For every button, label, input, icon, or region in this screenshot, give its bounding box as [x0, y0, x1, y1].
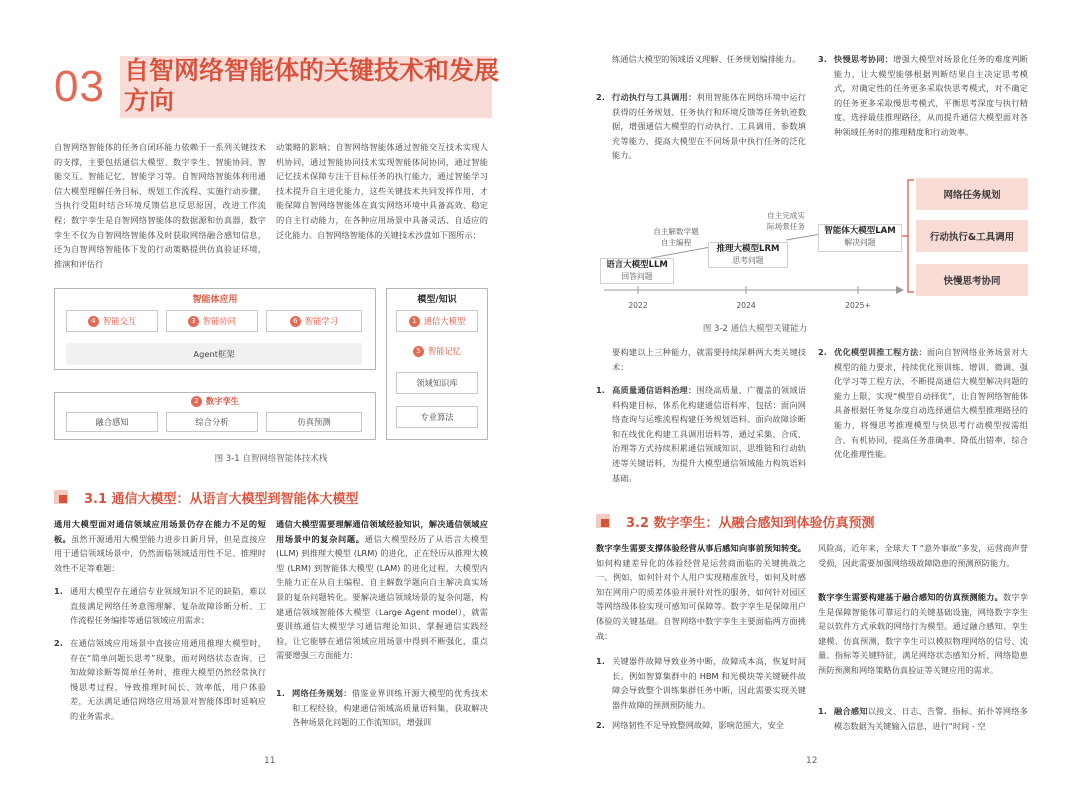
chapter-title: 自智网络智能体的关键技术和发展方向 — [124, 56, 500, 115]
sec31-list-item-1 — [54, 584, 266, 628]
fusion-rest: 以接文、日志、告警、指标、拓扑等网络多模态数据为关键输入信息，进行“时间 - 空 — [834, 706, 1028, 731]
llm-block — [396, 310, 478, 332]
section-marker-inner — [601, 519, 609, 527]
model-knowledge-title: 模型/知识 — [417, 295, 457, 305]
ability-2-bold: 行动执行与工具调用： — [612, 92, 697, 102]
list-text: 网络韧性不足导致整网故障，影响范围大，安全 — [612, 720, 784, 730]
fig2-note-real: 自主完成实 际场景任务 — [767, 211, 805, 231]
cap-fast-slow: 快慢思考协同 — [916, 264, 1028, 296]
sec32-list-item-1 — [596, 654, 806, 712]
cap-action-tool: 行动执行&工具调用 — [916, 220, 1028, 252]
list-number: 2. — [596, 720, 605, 730]
agent-framework-block: Agent框架 — [66, 343, 362, 365]
year-2024: 2024 — [736, 301, 756, 310]
tech-2-bold: 优化模型训推工程方法： — [834, 347, 927, 357]
section-3-2-title: 3.2 数字孪生：从融合感知到体验仿真预测 — [626, 516, 875, 531]
figure-3-2 — [596, 172, 1028, 322]
list-number: 1. — [276, 688, 285, 698]
sec31-left-lead-rest: 虽然开源通用大模型能力进步日新月异，但是直接应用于通信领域场景中，仍然面临领域适用性不足、推理时效性不足等难题： — [54, 533, 266, 573]
analysis-block: 综合分析 — [166, 412, 258, 432]
figure-3-1-caption: 图 3-1 自智网络智能体技术栈 — [214, 454, 328, 464]
fusion-sensing-block: 融合感知 — [66, 412, 158, 432]
smart-interaction-block — [66, 310, 158, 332]
memory-number: 5 — [413, 346, 424, 357]
list-text — [612, 90, 806, 163]
intro-paragraph-col1: 自智网络智能体的任务自闭环能力依赖于一系列关键技术的支撑，主要包括通信大模型、数字孪生、智能协同、智能交互、智能记忆、智能学习等。自智网络智能体利用通信大模型理解任务目标、规划工作流程、实施行动步骤，当执行受阻时结合环境反馈信息反思原因，改进工作流程；数字孪生是自智网络智能体的数据源和仿真器，数字孪生不仅为自智网络智能体及时获取网络融合感知信息，还为自智网络智能体下发的行动策略提供仿真验证环境，推演和评估行 — [54, 142, 266, 269]
sec32-list-item-2 — [596, 718, 806, 733]
llm-number: 1 — [409, 316, 420, 327]
fig2-note-math: 自主解数学题 自主编程 — [653, 227, 699, 247]
list-number: 1. — [596, 385, 605, 395]
cap-task-planning: 网络任务规划 — [916, 178, 1028, 210]
list-number: 1. — [54, 586, 63, 596]
lam-stage-title: 智能体大模型LAM — [824, 226, 896, 236]
list-text — [292, 686, 488, 730]
simulation-block: 仿真预测 — [266, 412, 362, 432]
ability-3 — [818, 52, 1028, 140]
list-number: 2. — [818, 347, 827, 357]
sec32-right-bold: 数字孪生需要构建基于融合感知的仿真预测能力。 — [818, 592, 1003, 602]
interaction-label: 智能交互 — [102, 316, 137, 326]
tech-item-1 — [596, 383, 806, 485]
list-text — [834, 52, 1028, 140]
list-number: 2. — [596, 92, 605, 102]
sec31-right-lead-rest: 通信大模型经历了从语言大模型 (LLM) 到推理大模型 (LRM) 的进化，正在经历从推理大模型 (LRM) 到智能体大模型 (LAM) 的进化过程，大模型内生能力正在从自主编程、自主解数学题向自主解决真实场景的复杂问题转化。要解决通信领域场景的复杂问题，构建通信领域智能体大模型（Large Agent model），就需要训练通信大模型学习通信理论知识、掌握通信实践经验，让它能够在通信领域应用场景中得到不断强化，重点需要增强三方面能力： — [276, 533, 488, 661]
list-text — [834, 345, 1028, 462]
lrm-stage-title: 推理大模型LRM — [716, 244, 780, 254]
ability-3-bold: 快慢思考协同： — [834, 54, 894, 64]
agent-app-title: 智能体应用 — [192, 295, 238, 305]
ability-2 — [596, 90, 806, 163]
p12-continuation: 练通信大模型的领域语义理解、任务规划编排能力。 — [612, 54, 801, 64]
sec32-left-lead — [596, 541, 806, 643]
interaction-number: 4 — [88, 316, 99, 327]
lam-stage-sub: 解决问题 — [844, 238, 876, 247]
twin-title — [174, 394, 256, 408]
fusion-bold: 融合感知 — [834, 706, 868, 716]
sec32-left-rest: 如何构建差异化的体验经营是运营商面临的关键挑战之一。例如，如何针对个人用户实现精准放号，如何及时感知在网用户的质差体验并展针对性的服务，如何针对园区等网络级体验实现可感知可保障等。数字孪生是保障用户体验的关键基础。自智网络中数字孪生主要面临两方面挑战： — [596, 557, 806, 641]
page-number-right: 12 — [806, 756, 818, 766]
smart-learning-block — [266, 310, 362, 332]
sec31-ability-1 — [276, 686, 488, 730]
section-3-1-title: 3.1 通信大模型：从语言大模型到智能体大模型 — [84, 492, 359, 507]
lam-stage-box — [818, 224, 902, 252]
sec31-right-lead-bold: 通信大模型需要理解通信领域经验知识，解决通信领域应用场景中的复杂问题。 — [276, 519, 488, 544]
sec31-left-lead — [54, 517, 266, 575]
sec32-right-rest: 数字孪生是保障智能体可靠运行的关键基础设施，网络数字孪生是以软件方式承载的网络行为模型。通过融合感知、孪生建模、仿真预测，数字孪生可以模拟物理网络的信号、流量、指标等关键特征，满足网络状态感知分析、网络隐患预防预测和网络策略仿真验证等关键应用的需求。 — [818, 592, 1028, 675]
lrm-stage-box — [708, 242, 788, 268]
sec31-list-item-2 — [54, 636, 266, 724]
tech-2-rest: 面向自智网络业务场景对大模型的能力要求，持续优化预训练、增训、微调、强化学习等工程方法，不断提高通信大模型解决问题的能力上限，实现“模型自动择优”，让自智网络智能体具备根据任务复杂度自动选择通信大模型推理路径的能力，将慢思考推理模型与快思考行动模型按需组合、有机协同，提高任务准确率、降低出错率，综合优化推理性能。 — [834, 347, 1028, 460]
llm-stage-box — [600, 258, 674, 284]
list-number: 2. — [54, 638, 63, 648]
list-text — [612, 383, 806, 485]
memory-block — [396, 340, 478, 362]
tech-1-bold: 高质量通信语料治理： — [612, 385, 697, 395]
collab-number: 3 — [188, 316, 199, 327]
year-2025: 2025+ — [845, 301, 871, 310]
ability-2-rest: 利用智能体在网络环境中运行获得的任务规划、任务执行和环境反馈等任务轨迹数据，增强通信大模型的行动执行、工具调用、参数填充等能力，提高大模型在不同场景中执行任务的泛化能力。 — [612, 92, 806, 161]
llm-stage-title: 语言大模型LLM — [606, 260, 668, 270]
list-number: 1. — [596, 656, 605, 666]
figure-3-1 — [54, 288, 488, 440]
smart-collab-block — [166, 310, 258, 332]
sec31-right-lead — [276, 517, 488, 663]
learning-label: 智能学习 — [304, 316, 339, 326]
tech-1-rest: 围绕高质量、广覆盖的领域语料构建目标，体系化构建通信语料库，包括：面向网络查询与运维流程构建任务规划语料、面向故障诊断和在线优化构建工具调用语料等，通过采集、合成、治理等方式持续积累通信领域知识、思维链和行动轨迹等关键语料，为提升大模型通信领域能力构筑语料基础。 — [612, 385, 806, 483]
lrm-stage-sub: 思考问题 — [732, 256, 764, 265]
figure-3-2-caption: 图 3-2 通信大模型关键能力 — [702, 324, 808, 334]
list-text: 关键器件故障导致业务中断，故障成本高，恢复时间长。例如智算集群中的 HBM 和光模块等关键硬件故障会导致整个训练集群任务中断，因此需要实现关键器件故障的预测预防能力。 — [612, 656, 806, 710]
sec32-right-p1: 风险高，近年来，全球大 T “意外事故”多发，运营商声誉受损，因此需要加强网络级故障隐患的预测预防能力。 — [818, 543, 1028, 568]
chapter-number: 03 — [54, 62, 105, 111]
knowledge-base-block: 领域知识库 — [396, 372, 478, 394]
llm-label: 通信大模型 — [423, 316, 466, 326]
list-number: 1. — [818, 706, 827, 716]
sec32-left-bold: 数字孪生需要支撑体验经营从事后感知向事前预知转变。 — [596, 543, 806, 553]
twin-number: 2 — [191, 396, 202, 407]
algorithm-block: 专业算法 — [396, 406, 478, 428]
ability-3-rest: 增强大模型对场景化任务的难度判断能力，让大模型能够根据判断结果自主决定思考模式，对确定性的任务更多采取快思考模式，对不确定的任务更多采取慢思考模式，平衡思考深度与执行精度，选择最佳推理路径，从而提升通信大模型面对各种领域任务时的推理精度和行动效率。 — [834, 54, 1028, 137]
twin-label: 数字孪生 — [205, 396, 240, 406]
list-number: 3. — [818, 54, 827, 64]
intro-paragraph-col2: 动策略的影响；自智网络智能体通过智能交互技术实现人机协同，通过智能协同技术实现智能体间协同，通过智能记忆技术保障专注于目标任务的执行能力，通过智能学习技术提升自主进化能力，这些关键技术共同发挥作用，才能保障自智网络智能体在真实网络环境中具备高效、稳定的自主行动能力，在各种应用场景中具备灵活、自适应的泛化能力。自智网络智能体的关键技术沙盘如下图所示： — [276, 142, 488, 240]
list-text: 在通信领域应用场景中直接应用通用推理大模型时，存在“简单问题长思考”现象，面对网络状态查询、已知故障诊断等简单任务时，推理大模型仍然经常执行慢思考过程，导致推理时间长、效率低，用户体验差，无法满足通信网络应用场景对智能体即时延响应的业务需求。 — [70, 638, 266, 721]
memory-label: 智能记忆 — [427, 346, 462, 356]
ability-1-rest: 借鉴业界训练开源大模型的优秀技术和工程经验，构建通信领域高质量语料集，获取解决各种场景化问题的工作流知识，增强训 — [292, 688, 488, 728]
sec32-right-p2 — [818, 590, 1028, 678]
sec32-item-fusion — [818, 704, 1028, 733]
sec31-left-lead-bold: 通用大模型面对通信领域应用场景仍存在能力不足的短板。 — [54, 519, 266, 544]
ability-1-bold: 网络任务规划： — [292, 688, 352, 698]
tech-item-2 — [818, 345, 1028, 462]
p12-lead: 要构建以上三种能力，就需要持续深耕两大类关键技术： — [612, 347, 806, 372]
page-number-left: 11 — [264, 756, 276, 766]
learning-number: 6 — [290, 316, 301, 327]
collab-label: 智能协同 — [202, 316, 237, 326]
list-text — [834, 704, 1028, 733]
section-marker-inner — [59, 495, 67, 503]
list-text: 通用大模型存在通信专业领域知识不足的缺陷，难以直接满足网络任务意图理解、复杂故障诊断分析、工作流程任务编排等通信领域应用需求； — [70, 586, 266, 626]
year-2022: 2022 — [628, 301, 648, 310]
llm-stage-sub: 回答问题 — [621, 272, 653, 281]
